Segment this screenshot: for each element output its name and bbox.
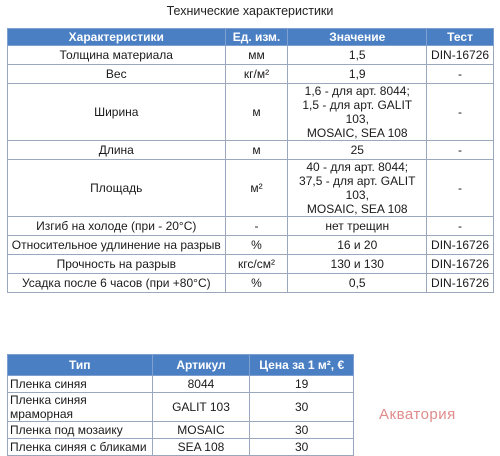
spec-header-row — [8, 29, 494, 46]
price-type: Пленка синяя с бликами — [8, 439, 153, 456]
spec-value: 0,5 — [288, 274, 427, 293]
spec-test: DIN-16726 — [427, 46, 494, 65]
price-article: GALIT 103 — [152, 393, 250, 422]
spec-test: DIN-16726 — [427, 236, 494, 255]
spec-value: 16 и 20 — [288, 236, 427, 255]
price-value: 30 — [250, 393, 354, 422]
spec-header-value: Значение — [288, 29, 427, 46]
spec-value: нет трещин — [288, 217, 427, 236]
table-row — [8, 255, 494, 274]
spec-test: - — [427, 160, 494, 217]
spec-characteristic: Толщина материала — [8, 46, 226, 65]
spec-test: DIN-16726 — [427, 255, 494, 274]
spec-header-characteristic: Характеристики — [8, 29, 226, 46]
spec-test: - — [427, 141, 494, 160]
price-header-row — [8, 355, 354, 376]
price-type: Пленка синяя — [8, 376, 153, 393]
spec-unit: % — [225, 236, 288, 255]
spec-value: 1,5 — [288, 46, 427, 65]
spec-value: 25 — [288, 141, 427, 160]
table-row — [8, 236, 494, 255]
spec-unit: м² — [225, 160, 288, 217]
price-type: Пленка под мозаику — [8, 422, 153, 439]
spec-test: DIN-16726 — [427, 274, 494, 293]
spec-test: - — [427, 84, 494, 141]
price-table — [7, 354, 354, 456]
spec-unit: м — [225, 141, 288, 160]
spec-unit: мм — [225, 46, 288, 65]
price-value: 19 — [250, 376, 354, 393]
spec-value: 40 - для арт. 8044; 37,5 - для арт. GALIT 103, MOSAIC, SEA 108 — [288, 160, 427, 217]
spec-unit: % — [225, 274, 288, 293]
spec-unit: кгс/см² — [225, 255, 288, 274]
table-row — [8, 84, 494, 141]
price-type: Пленка синяя мраморная — [8, 393, 153, 422]
table-row — [8, 46, 494, 65]
watermark-logo: Акватория — [376, 406, 459, 423]
spec-value: 1,6 - для арт. 8044; 1,5 - для арт. GALIT 103, MOSAIC, SEA 108 — [288, 84, 427, 141]
spec-unit: кг/м² — [225, 65, 288, 84]
spec-header-unit: Ед. изм. — [225, 29, 288, 46]
price-article: SEA 108 — [152, 439, 250, 456]
price-value: 30 — [250, 422, 354, 439]
table-row — [8, 393, 354, 422]
price-value: 30 — [250, 439, 354, 456]
price-header-type: Тип — [8, 355, 153, 376]
spec-characteristic: Площадь — [8, 160, 226, 217]
price-article: 8044 — [152, 376, 250, 393]
spec-value: 130 и 130 — [288, 255, 427, 274]
spec-characteristic: Относительное удлинение на разрыв — [8, 236, 226, 255]
spec-unit: - — [225, 217, 288, 236]
spec-characteristic: Прочность на разрыв — [8, 255, 226, 274]
spec-value: 1,9 — [288, 65, 427, 84]
table-row — [8, 217, 494, 236]
table-row — [8, 274, 494, 293]
spec-characteristic: Усадка после 6 часов (при +80°С) — [8, 274, 226, 293]
table-row — [8, 439, 354, 456]
spec-unit: м — [225, 84, 288, 141]
page-title: Технические характеристики — [166, 4, 334, 18]
price-header-price: Цена за 1 м², € — [250, 355, 354, 376]
table-row — [8, 422, 354, 439]
spec-characteristic: Изгиб на холоде (при - 20°С) — [8, 217, 226, 236]
spec-test: - — [427, 217, 494, 236]
specifications-table — [7, 28, 494, 293]
table-row — [8, 141, 494, 160]
spec-characteristic: Вес — [8, 65, 226, 84]
spec-test: - — [427, 65, 494, 84]
spec-characteristic: Длина — [8, 141, 226, 160]
table-row — [8, 65, 494, 84]
table-row — [8, 160, 494, 217]
price-article: MOSAIC — [152, 422, 250, 439]
spec-characteristic: Ширина — [8, 84, 226, 141]
price-header-article: Артикул — [152, 355, 250, 376]
table-row — [8, 376, 354, 393]
spec-header-test: Тест — [427, 29, 494, 46]
